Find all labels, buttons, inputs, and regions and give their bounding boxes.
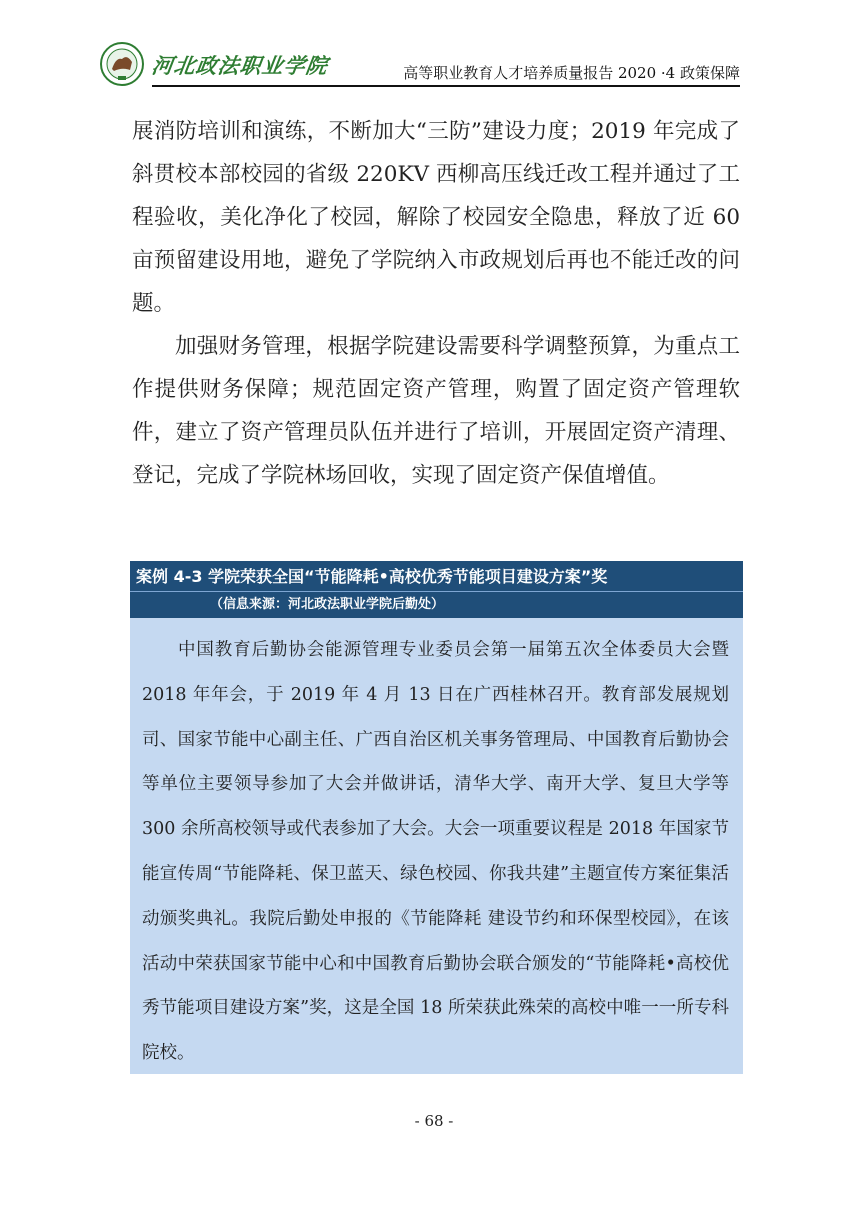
- college-seal-icon: [100, 42, 144, 86]
- body-paragraph: 加强财务管理，根据学院建设需要科学调整预算，为重点工作提供财务保障；规范固定资产管理，购置了固定资产管理软件，建立了资产管理员队伍并进行了培训，开展固定资产清理、登记，完成了学院林场回收，实现了固定资产保值增值。: [132, 334, 740, 488]
- body-paragraph: 展消防培训和演练，不断加大“三防”建设力度；2019 年完成了斜贯校本部校园的省级 220KV 西柳高压线迁改工程并通过了工程验收，美化净化了校园，解除了校园安全隐患，释放了近 60 亩预留建设用地，避免了学院纳入市政规划后再也不能迁改的问题。: [132, 119, 740, 316]
- case-study-title: 案例 4-3 学院荣获全国“节能降耗•高校优秀节能项目建设方案”奖: [130, 561, 743, 592]
- page-number: - 68 -: [414, 1112, 454, 1130]
- running-title: 高等职业教育人才培养质量报告 2020 ·4 政策保障: [403, 64, 740, 82]
- page-header: [100, 40, 740, 88]
- case-study-body: [130, 618, 743, 1076]
- case-study-source: （信息来源：河北政法职业学院后勤处）: [210, 597, 445, 612]
- case-study-paragraph: 中国教育后勤协会能源管理专业委员会第一届第五次全体委员大会暨 2018 年年会，于 2019 年 4 月 13 日在广西桂林召开。教育部发展规划司、国家节能中心副主任、广西自治区机关事务管理局、中国教育后勤协会等单位主要领导参加了大会并做讲话，清华大学、南开大学、复旦大学等 300 余所高校领导或代表参加了大会。大会一项重要议程是 2018 年国家节能宣传周“节能降耗、保卫蓝天、绿色校园、你我共建”主题宣传方案征集活动颁奖典礼。我院后勤处申报的《节能降耗 建设节约和环保型校园》，在该活动中荣获国家节能中心和中国教育后勤协会联合颁发的“节能降耗•高校优秀节能项目建设方案”奖，这是全国 18 所荣获此殊荣的高校中唯一一所专科院校。: [142, 640, 729, 1064]
- case-study-header: [130, 561, 743, 618]
- header-rule: [152, 85, 740, 87]
- college-logo-text: 河北政法职业学院: [150, 53, 330, 78]
- body-text: [132, 110, 740, 497]
- case-study-box: [130, 561, 743, 1074]
